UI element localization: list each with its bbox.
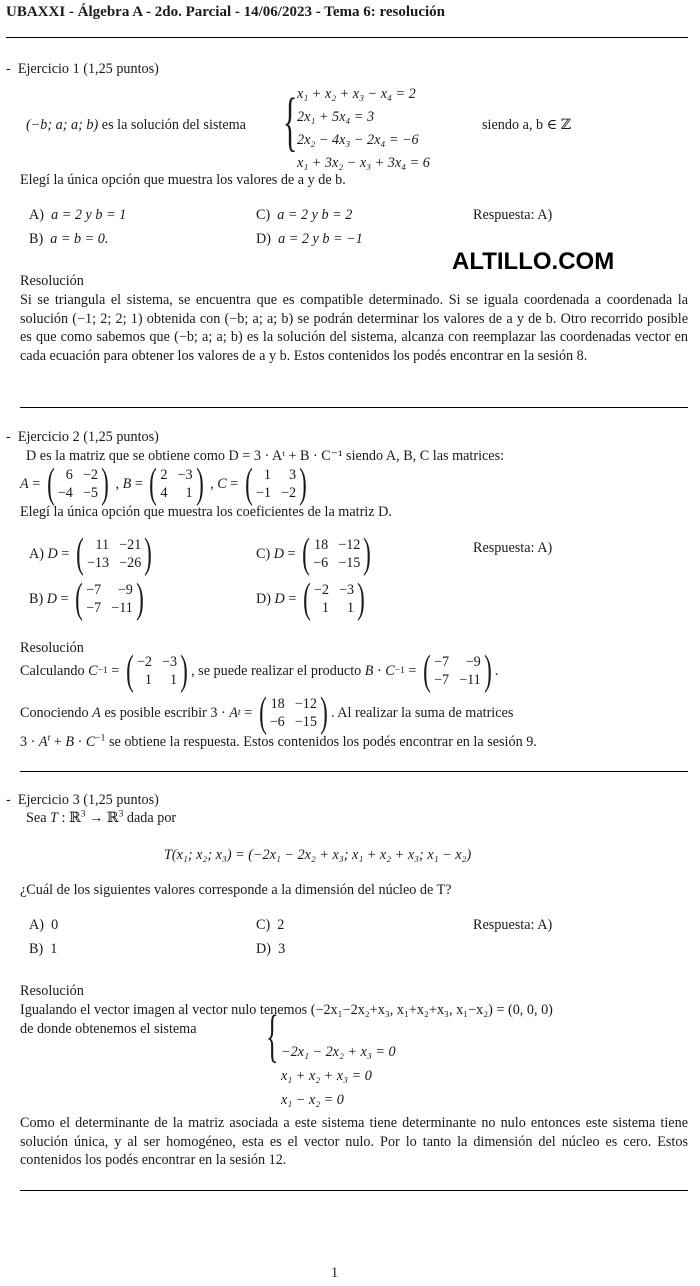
ex3-option-b[interactable]: B) 1 bbox=[29, 941, 58, 957]
page-number: 1 bbox=[331, 1265, 339, 1281]
ex3-rule bbox=[20, 1190, 688, 1191]
matrix-3at: ( 18 −12 −6 −15 ) bbox=[258, 690, 328, 736]
ex1-option-b[interactable]: B) a = b = 0. bbox=[29, 231, 109, 247]
header-rule bbox=[6, 37, 688, 38]
ex2-option-d[interactable]: D) D = ( −2 −3 1 1 ) bbox=[256, 576, 365, 622]
ex3-resolution-label: Resolución bbox=[20, 983, 84, 999]
ex2-option-b[interactable]: B) D = ( −7 −9 −7 −11 ) bbox=[29, 576, 144, 622]
ex3-formula: T(x₁; x₂; x₃) = (−2x₁ − 2x₂ + x₃; x₁ + x₂ + x₃; x₁ − x₂) bbox=[164, 847, 472, 863]
ex2-matrices: A = ( 6 −2 −4 −5 ) , B = ( 2 −3 4 1 ) , C = ( 1 3 −1 −2 ) bbox=[20, 465, 310, 503]
ex1-option-d[interactable]: D) a = 2 y b = −1 bbox=[256, 231, 363, 247]
ex3-res1: Igualando el vector imagen al vector nulo tenemos (−2x₁−2x₂+x₃, x₁+x₂+x₃, x₁−x₂) = (0, 0, 0) bbox=[20, 1002, 553, 1018]
ex2-res-line1: Calculando C −1 = ( −2 −3 1 1 ) , se puede realizar el producto B · C −1 = ( −7 −9 −7 −11 ) . bbox=[20, 648, 499, 694]
ex2-rule bbox=[20, 771, 688, 772]
ex2-res-line3: $3 \cdot A^t + B \cdot C^{-1}$ se obtiene la respuesta. Estos contenidos los podés encontrar en la sesión 9. bbox=[20, 733, 537, 750]
watermark-logo: ALTILLO.COM bbox=[452, 248, 615, 275]
matrix-c-inverse: ( −2 −3 1 1 ) bbox=[126, 648, 188, 694]
ex1-title: - Ejercicio 1 (1,25 puntos) bbox=[6, 61, 159, 77]
page-header: UBAXXI - Álgebra A - 2do. Parcial - 14/06/2023 - Tema 6: resolución bbox=[6, 4, 446, 20]
ex3-ask: ¿Cuál de los siguientes valores corresponde a la dimensión del núcleo de T? bbox=[20, 882, 452, 898]
ex1-option-c[interactable]: C) a = 2 y b = 2 bbox=[256, 207, 353, 223]
ex1-rule bbox=[20, 407, 688, 408]
ex2-option-c[interactable]: C) D = ( 18 −12 −6 −15 ) bbox=[256, 531, 372, 577]
ex1-ask: Elegí la única opción que muestra los valores de a y de b. bbox=[20, 172, 346, 188]
ex1-resolution: Si se triangula el sistema, se encuentra que es compatible determinado. Si se iguala coordenada a coordenada la solución (−1; 2; 2; 1) obtenida con (−b; a; a; b) se podrán determinar los valores de a y de b. Otro recorrido posible es que como sabemos que (−b; a; a; b) es la solución del sistema, alcanza con reemplazar las coordenadas vector en cada ecuación para obtener los valores de a y b. Estos contenidos los podés encontrar en la sesión 8. bbox=[20, 292, 688, 364]
matrix-b-cinv: ( −7 −9 −7 −11 ) bbox=[423, 648, 492, 694]
ex3-res3: Como el determinante de la matriz asociada a este sistema tiene determinante no nulo entonces este sistema tiene solución única, y al ser homogéneo, esta es el vector nulo. Por lo tanto la dimensión del núcleo es cero. Estos contenidos los podés encontrar en la sesión 12. bbox=[20, 1115, 688, 1169]
ex3-system: −2x₁ − 2x₂ + x₃ = 0 x₁ + x₂ + x₃ = 0 x₁ − x₂ = 0 bbox=[281, 1044, 396, 1108]
ex2-statement: D es la matriz que se obtiene como D = 3 · Aᵗ + B · C⁻¹ siendo A, B, C las matrices: bbox=[26, 448, 505, 464]
matrix-b: ( 2 −3 4 1 ) bbox=[149, 461, 204, 507]
ex2-answer: Respuesta: A) bbox=[473, 540, 553, 556]
ex1-brace: { bbox=[283, 85, 298, 158]
ex3-option-a[interactable]: A) 0 bbox=[29, 917, 59, 933]
ex2-resolution-label: Resolución bbox=[20, 640, 84, 656]
ex3-brace: { bbox=[266, 1003, 279, 1068]
ex1-answer: Respuesta: A) bbox=[473, 207, 553, 223]
ex3-statement: Sea T : ℝ$^3$ → ℝ$^3$ dada por bbox=[26, 809, 177, 826]
matrix-a: ( 6 −2 −4 −5 ) bbox=[46, 461, 109, 507]
ex1-condition: siendo a, b ∈ ℤ bbox=[482, 117, 572, 133]
ex1-option-a[interactable]: A) a = 2 y b = 1 bbox=[29, 207, 127, 223]
ex3-option-c[interactable]: C) 2 bbox=[256, 917, 285, 933]
ex2-res-line2: Conociendo A es posible escribir 3 · A t = ( 18 −12 −6 −15 ) . Al realizar la suma de matrices bbox=[20, 690, 514, 736]
ex1-system: x₁ + x₂ + x₃ − x₄ = 2 2x₁ + 5x₄ = 3 2x₂ − 4x₃ − 2x₄ = −6 x₁ + 3x₂ − x₃ + 3x₄ = 6 bbox=[297, 86, 430, 171]
ex3-title: - Ejercicio 3 (1,25 puntos) bbox=[6, 792, 159, 808]
ex3-answer: Respuesta: A) bbox=[473, 917, 553, 933]
ex2-option-a[interactable]: A) D = ( 11 −21 −13 −26 ) bbox=[29, 531, 153, 577]
ex1-tuple: (−b; a; a; b) bbox=[26, 117, 99, 133]
ex3-res2: de donde obtenemos el sistema bbox=[20, 1021, 197, 1037]
ex1-statement: (−b; a; a; b) es la solución del sistema bbox=[26, 117, 246, 133]
matrix-c: ( 1 3 −1 −2 ) bbox=[244, 461, 307, 507]
ex3-option-d[interactable]: D) 3 bbox=[256, 941, 286, 957]
ex2-title: - Ejercicio 2 (1,25 puntos) bbox=[6, 429, 159, 445]
ex2-ask: Elegí la única opción que muestra los coeficientes de la matriz D. bbox=[20, 504, 392, 520]
ex1-resolution-label: Resolución bbox=[20, 273, 84, 289]
